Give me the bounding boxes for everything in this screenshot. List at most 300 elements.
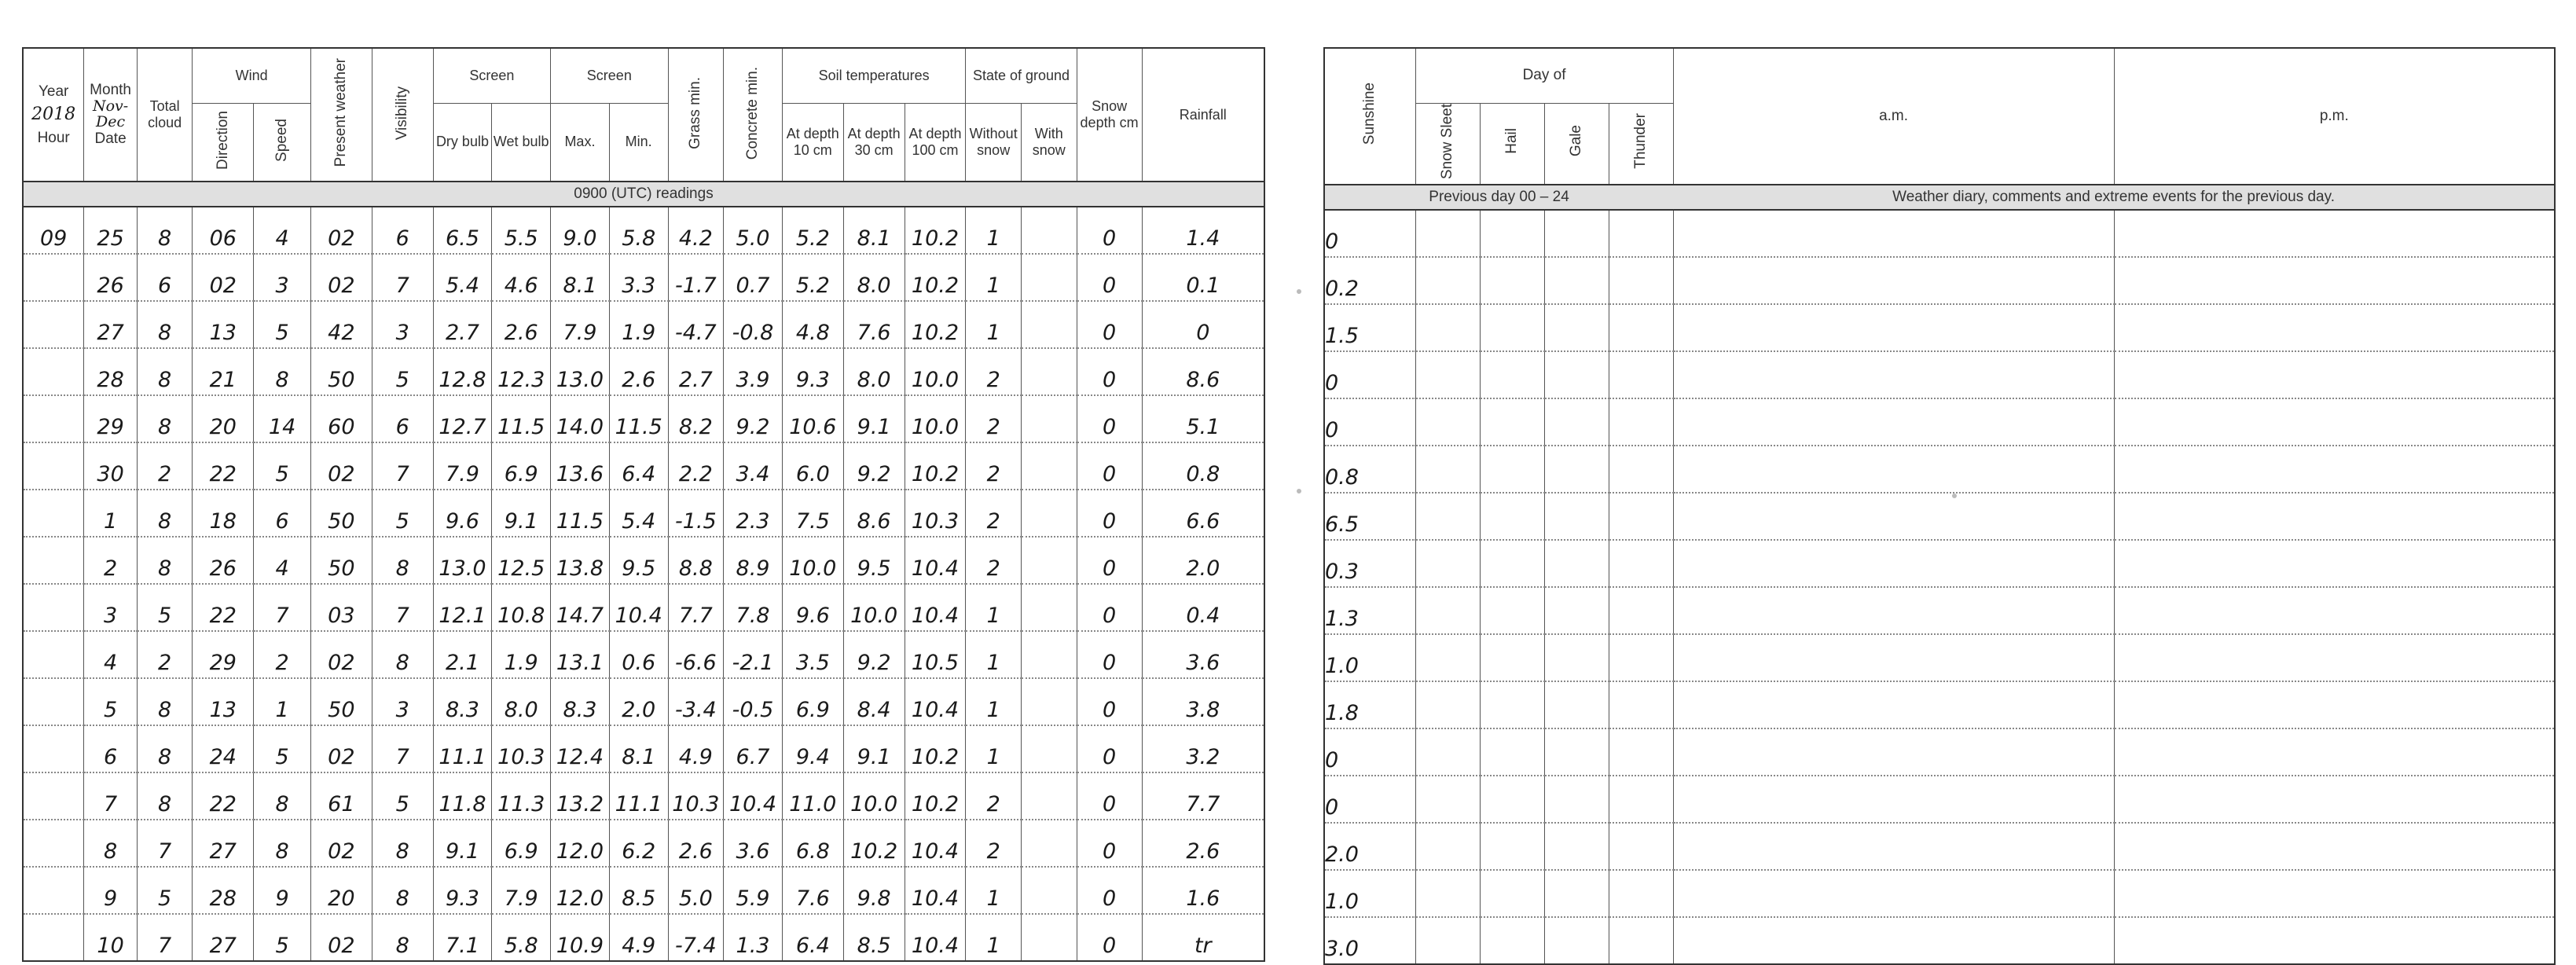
wind-group-header: Wind: [193, 48, 311, 103]
cell-s10: 4.8: [782, 301, 843, 348]
cell-pw: 61: [310, 772, 372, 820]
cell-date: 3: [84, 584, 137, 631]
cell-with: [1021, 301, 1077, 348]
cell-cloud: 7: [137, 914, 193, 961]
cell-grass: 8.2: [668, 395, 724, 442]
snow-sleet-cell: [1415, 634, 1480, 681]
thunder-cell: [1609, 917, 1673, 964]
cell-date: 8: [84, 820, 137, 867]
cell-dir: 13: [193, 678, 254, 725]
date-label: Date: [94, 130, 127, 147]
cell-without: 1: [966, 301, 1022, 348]
cell-vis: 8: [372, 537, 433, 584]
cell-wet: 9.1: [492, 490, 551, 537]
cell-date: 9: [84, 867, 137, 914]
am-diary-cell: [1673, 587, 2114, 634]
cell-pw: 50: [310, 537, 372, 584]
cell-without: 1: [966, 914, 1022, 961]
cell-snow: 0: [1077, 820, 1142, 867]
cell-min: 6.2: [609, 820, 668, 867]
cell-wet: 11.3: [492, 772, 551, 820]
table-row: [1324, 634, 2555, 681]
cell-rain: 0.4: [1142, 584, 1264, 631]
cell-s100: 10.2: [905, 301, 966, 348]
cell-without: 2: [966, 348, 1022, 395]
hail-cell: [1480, 728, 1544, 776]
cell-date: 28: [84, 348, 137, 395]
cell-max: 12.0: [551, 867, 610, 914]
snow-sleet-header: Snow Sleet: [1415, 103, 1480, 185]
cell-pw: 02: [310, 725, 372, 772]
cell-s10: 6.8: [782, 820, 843, 867]
cell-snow: 0: [1077, 301, 1142, 348]
cell-s100: 10.2: [905, 725, 966, 772]
cell-cloud: 8: [137, 395, 193, 442]
cell-max: 11.5: [551, 490, 610, 537]
snow-sleet-cell: [1415, 398, 1480, 446]
gale-cell: [1544, 823, 1609, 870]
sunshine-cell: 0.3: [1324, 540, 1415, 587]
cell-without: 2: [966, 820, 1022, 867]
am-diary-cell: [1673, 776, 2114, 823]
cell-vis: 6: [372, 395, 433, 442]
pm-diary-cell: [2114, 210, 2555, 257]
cell-date: 4: [84, 631, 137, 678]
cell-dir: 29: [193, 631, 254, 678]
cell-dir: 27: [193, 914, 254, 961]
cell-date: 26: [84, 254, 137, 301]
cell-concrete: 2.3: [724, 490, 783, 537]
cell-vis: 8: [372, 631, 433, 678]
cell-s10: 5.2: [782, 254, 843, 301]
table-row: [1324, 823, 2555, 870]
table-row: [1324, 587, 2555, 634]
cell-pw: 60: [310, 395, 372, 442]
cell-concrete: -2.1: [724, 631, 783, 678]
cell-dir: 24: [193, 725, 254, 772]
cell-vis: 7: [372, 254, 433, 301]
am-diary-cell: [1673, 493, 2114, 540]
snow-sleet-cell: [1415, 493, 1480, 540]
cell-cloud: 2: [137, 631, 193, 678]
cell-min: 3.3: [609, 254, 668, 301]
cell-s100: 10.3: [905, 490, 966, 537]
cell-s30: 10.0: [843, 584, 905, 631]
cell-snow: 0: [1077, 254, 1142, 301]
table-row: [1324, 870, 2555, 917]
cell-speed: 4: [254, 537, 311, 584]
am-diary-cell: [1673, 823, 2114, 870]
cell-speed: 6: [254, 490, 311, 537]
table-row: [1324, 776, 2555, 823]
cell-s30: 8.6: [843, 490, 905, 537]
min-temp-header: Min.: [609, 103, 668, 182]
cell-concrete: 3.6: [724, 820, 783, 867]
cell-vis: 5: [372, 348, 433, 395]
present-weather-header: Present weather: [310, 48, 372, 182]
sunshine-cell: 0.8: [1324, 446, 1415, 493]
pm-diary-cell: [2114, 398, 2555, 446]
thunder-cell: [1609, 446, 1673, 493]
cell-s30: 9.8: [843, 867, 905, 914]
cell-min: 5.8: [609, 207, 668, 254]
cell-concrete: -0.8: [724, 301, 783, 348]
cell-with: [1021, 207, 1077, 254]
grass-min-header: Grass min.: [668, 48, 724, 182]
sunshine-cell: 6.5: [1324, 493, 1415, 540]
cell-date: 30: [84, 442, 137, 490]
cell-speed: 9: [254, 867, 311, 914]
cell-grass: 5.0: [668, 867, 724, 914]
cell-concrete: 6.7: [724, 725, 783, 772]
pm-header: p.m.: [2114, 48, 2555, 185]
cell-snow: 0: [1077, 914, 1142, 961]
cell-dir: 22: [193, 442, 254, 490]
cell-date: 1: [84, 490, 137, 537]
thunder-cell: [1609, 870, 1673, 917]
cell-without: 2: [966, 442, 1022, 490]
soil-100cm-header: At depth 100 cm: [905, 103, 966, 182]
cell-dir: 21: [193, 348, 254, 395]
cell-without: 1: [966, 254, 1022, 301]
cell-pw: 50: [310, 348, 372, 395]
cell-grass: 4.9: [668, 725, 724, 772]
cell-snow: 0: [1077, 395, 1142, 442]
cell-min: 1.9: [609, 301, 668, 348]
cell-vis: 8: [372, 820, 433, 867]
cell-speed: 8: [254, 820, 311, 867]
cell-s10: 7.6: [782, 867, 843, 914]
hour-cell: 09: [23, 207, 84, 254]
cell-s100: 10.5: [905, 631, 966, 678]
scan-dot: [1297, 489, 1301, 494]
sunshine-cell: 0: [1324, 398, 1415, 446]
cell-min: 10.4: [609, 584, 668, 631]
gale-cell: [1544, 493, 1609, 540]
hour-cell: [23, 254, 84, 301]
cell-dry: 5.4: [433, 254, 492, 301]
hail-cell: [1480, 257, 1544, 304]
cell-min: 8.5: [609, 867, 668, 914]
cell-concrete: 7.8: [724, 584, 783, 631]
hail-cell: [1480, 587, 1544, 634]
cell-dir: 27: [193, 820, 254, 867]
cell-concrete: 3.4: [724, 442, 783, 490]
cell-grass: -1.5: [668, 490, 724, 537]
cell-max: 8.1: [551, 254, 610, 301]
cell-dir: 02: [193, 254, 254, 301]
cell-dry: 9.1: [433, 820, 492, 867]
table-row: [1324, 681, 2555, 728]
rainfall-header: Rainfall: [1142, 48, 1264, 182]
scan-dot: [1297, 289, 1301, 294]
cell-dry: 9.3: [433, 867, 492, 914]
cell-grass: 2.7: [668, 348, 724, 395]
cell-snow: 0: [1077, 348, 1142, 395]
cell-s10: 9.3: [782, 348, 843, 395]
cell-pw: 50: [310, 490, 372, 537]
gale-cell: [1544, 446, 1609, 493]
cell-wet: 1.9: [492, 631, 551, 678]
cell-cloud: 5: [137, 584, 193, 631]
hour-cell: [23, 820, 84, 867]
sunshine-cell: 0: [1324, 210, 1415, 257]
cell-concrete: 5.0: [724, 207, 783, 254]
table-row: [23, 914, 1264, 961]
sunshine-cell: 1.0: [1324, 870, 1415, 917]
cell-min: 6.4: [609, 442, 668, 490]
hour-cell: [23, 301, 84, 348]
cell-rain: 2.6: [1142, 820, 1264, 867]
cell-vis: 5: [372, 490, 433, 537]
snow-depth-header: Snow depth cm: [1077, 48, 1142, 182]
cell-s100: 10.2: [905, 442, 966, 490]
sunshine-cell: 0: [1324, 728, 1415, 776]
table-row: [23, 867, 1264, 914]
cell-speed: 8: [254, 772, 311, 820]
cell-cloud: 8: [137, 537, 193, 584]
cell-rain: 3.2: [1142, 725, 1264, 772]
cell-concrete: 0.7: [724, 254, 783, 301]
cell-s100: 10.0: [905, 348, 966, 395]
cell-s100: 10.4: [905, 820, 966, 867]
gale-header: Gale: [1544, 103, 1609, 185]
cell-cloud: 8: [137, 678, 193, 725]
cell-vis: 7: [372, 584, 433, 631]
cell-with: [1021, 867, 1077, 914]
thunder-cell: [1609, 540, 1673, 587]
cell-cloud: 8: [137, 490, 193, 537]
cell-s10: 10.0: [782, 537, 843, 584]
year-label: Year: [38, 83, 69, 100]
hour-cell: [23, 772, 84, 820]
cell-wet: 5.5: [492, 207, 551, 254]
table-row: [23, 207, 1264, 254]
cell-speed: 4: [254, 207, 311, 254]
state-of-ground-header: State of ground: [966, 48, 1077, 103]
hour-cell: [23, 537, 84, 584]
pm-diary-cell: [2114, 351, 2555, 398]
table-row: [23, 442, 1264, 490]
cell-snow: 0: [1077, 867, 1142, 914]
table-row: [23, 820, 1264, 867]
cell-max: 12.4: [551, 725, 610, 772]
cell-s30: 10.0: [843, 772, 905, 820]
year-handwritten: 2018: [31, 105, 76, 125]
table-row: [1324, 446, 2555, 493]
cell-s100: 10.2: [905, 772, 966, 820]
hour-cell: [23, 442, 84, 490]
visibility-header: Visibility: [372, 48, 433, 182]
table-row: [23, 348, 1264, 395]
cell-speed: 5: [254, 442, 311, 490]
cell-speed: 5: [254, 301, 311, 348]
pm-diary-cell: [2114, 446, 2555, 493]
soil-temperatures-header: Soil temperatures: [782, 48, 966, 103]
cell-s10: 6.4: [782, 914, 843, 961]
cell-s30: 7.6: [843, 301, 905, 348]
cell-grass: 10.3: [668, 772, 724, 820]
cell-rain: tr: [1142, 914, 1264, 961]
cell-dry: 9.6: [433, 490, 492, 537]
cell-with: [1021, 537, 1077, 584]
snow-sleet-cell: [1415, 540, 1480, 587]
weather-diary-band: Weather diary, comments and extreme events for the previous day.: [1673, 185, 2555, 210]
thunder-cell: [1609, 210, 1673, 257]
sunshine-cell: 1.8: [1324, 681, 1415, 728]
sunshine-cell: 0.2: [1324, 257, 1415, 304]
pm-diary-cell: [2114, 823, 2555, 870]
cell-rain: 0.1: [1142, 254, 1264, 301]
am-diary-cell: [1673, 728, 2114, 776]
cell-grass: -1.7: [668, 254, 724, 301]
gale-cell: [1544, 681, 1609, 728]
cell-s10: 7.5: [782, 490, 843, 537]
gale-cell: [1544, 917, 1609, 964]
cell-s100: 10.4: [905, 914, 966, 961]
am-diary-cell: [1673, 351, 2114, 398]
cell-without: 1: [966, 584, 1022, 631]
pm-diary-cell: [2114, 493, 2555, 540]
hail-cell: [1480, 493, 1544, 540]
table-row: [23, 725, 1264, 772]
cell-snow: 0: [1077, 678, 1142, 725]
cell-pw: 03: [310, 584, 372, 631]
cell-snow: 0: [1077, 631, 1142, 678]
cell-wet: 10.3: [492, 725, 551, 772]
cell-s30: 8.5: [843, 914, 905, 961]
cell-snow: 0: [1077, 584, 1142, 631]
cell-concrete: 1.3: [724, 914, 783, 961]
cell-s30: 8.0: [843, 254, 905, 301]
cell-date: 7: [84, 772, 137, 820]
cell-wet: 11.5: [492, 395, 551, 442]
cell-speed: 5: [254, 725, 311, 772]
cell-with: [1021, 772, 1077, 820]
sunshine-cell: 0: [1324, 776, 1415, 823]
cell-dir: 18: [193, 490, 254, 537]
total-cloud-header: Total cloud: [137, 48, 193, 182]
hail-cell: [1480, 398, 1544, 446]
soil-10cm-header: At depth 10 cm: [782, 103, 843, 182]
cell-with: [1021, 348, 1077, 395]
table-row: [1324, 210, 2555, 257]
cell-dry: 11.1: [433, 725, 492, 772]
cell-with: [1021, 584, 1077, 631]
sunshine-cell: 1.0: [1324, 634, 1415, 681]
cell-with: [1021, 442, 1077, 490]
cell-concrete: 5.9: [724, 867, 783, 914]
cell-without: 2: [966, 772, 1022, 820]
cell-pw: 42: [310, 301, 372, 348]
cell-pw: 02: [310, 631, 372, 678]
cell-with: [1021, 725, 1077, 772]
cell-s10: 5.2: [782, 207, 843, 254]
cell-s10: 9.6: [782, 584, 843, 631]
snow-sleet-cell: [1415, 210, 1480, 257]
cell-s10: 6.0: [782, 442, 843, 490]
hour-label: Hour: [37, 129, 70, 146]
thunder-cell: [1609, 823, 1673, 870]
snow-sleet-cell: [1415, 304, 1480, 351]
hour-cell: [23, 395, 84, 442]
pm-diary-cell: [2114, 681, 2555, 728]
hour-cell: [23, 348, 84, 395]
cell-date: 10: [84, 914, 137, 961]
thunder-header: Thunder: [1609, 103, 1673, 185]
thunder-cell: [1609, 351, 1673, 398]
snow-sleet-cell: [1415, 587, 1480, 634]
table-row: [1324, 728, 2555, 776]
cell-pw: 20: [310, 867, 372, 914]
cell-grass: 2.6: [668, 820, 724, 867]
pm-diary-cell: [2114, 257, 2555, 304]
table-row: [23, 537, 1264, 584]
cell-wet: 7.9: [492, 867, 551, 914]
cell-dry: 2.7: [433, 301, 492, 348]
sunshine-cell: 0: [1324, 351, 1415, 398]
pm-diary-cell: [2114, 870, 2555, 917]
cell-dry: 11.8: [433, 772, 492, 820]
cell-s30: 9.2: [843, 442, 905, 490]
snow-sleet-cell: [1415, 776, 1480, 823]
cell-min: 5.4: [609, 490, 668, 537]
sunshine-cell: 3.0: [1324, 917, 1415, 964]
cell-grass: -3.4: [668, 678, 724, 725]
cell-pw: 50: [310, 678, 372, 725]
thunder-cell: [1609, 257, 1673, 304]
cell-max: 14.0: [551, 395, 610, 442]
cell-concrete: 10.4: [724, 772, 783, 820]
am-header: a.m.: [1673, 48, 2114, 185]
cell-grass: 7.7: [668, 584, 724, 631]
left-data-rows: [23, 207, 1264, 961]
wet-bulb-header: Wet bulb: [492, 103, 551, 182]
pm-diary-cell: [2114, 728, 2555, 776]
cell-min: 11.1: [609, 772, 668, 820]
cell-min: 2.6: [609, 348, 668, 395]
cell-cloud: 8: [137, 207, 193, 254]
cell-with: [1021, 678, 1077, 725]
cell-min: 2.0: [609, 678, 668, 725]
cell-date: 6: [84, 725, 137, 772]
cell-s100: 10.2: [905, 254, 966, 301]
table-row: [23, 395, 1264, 442]
cell-s100: 10.4: [905, 867, 966, 914]
table-row: [1324, 304, 2555, 351]
cell-s10: 6.9: [782, 678, 843, 725]
hour-cell: [23, 584, 84, 631]
cell-dry: 8.3: [433, 678, 492, 725]
cell-rain: 3.8: [1142, 678, 1264, 725]
cell-without: 1: [966, 867, 1022, 914]
cell-s30: 9.1: [843, 395, 905, 442]
hail-cell: [1480, 870, 1544, 917]
with-snow-header: With snow: [1021, 103, 1077, 182]
cell-rain: 7.7: [1142, 772, 1264, 820]
table-row: [1324, 257, 2555, 304]
thunder-cell: [1609, 728, 1673, 776]
table-row: [23, 631, 1264, 678]
cell-without: 1: [966, 631, 1022, 678]
pm-diary-cell: [2114, 776, 2555, 823]
table-row: [23, 772, 1264, 820]
hail-cell: [1480, 776, 1544, 823]
snow-sleet-cell: [1415, 823, 1480, 870]
cell-s10: 3.5: [782, 631, 843, 678]
concrete-min-header: Concrete min.: [724, 48, 783, 182]
gale-cell: [1544, 351, 1609, 398]
